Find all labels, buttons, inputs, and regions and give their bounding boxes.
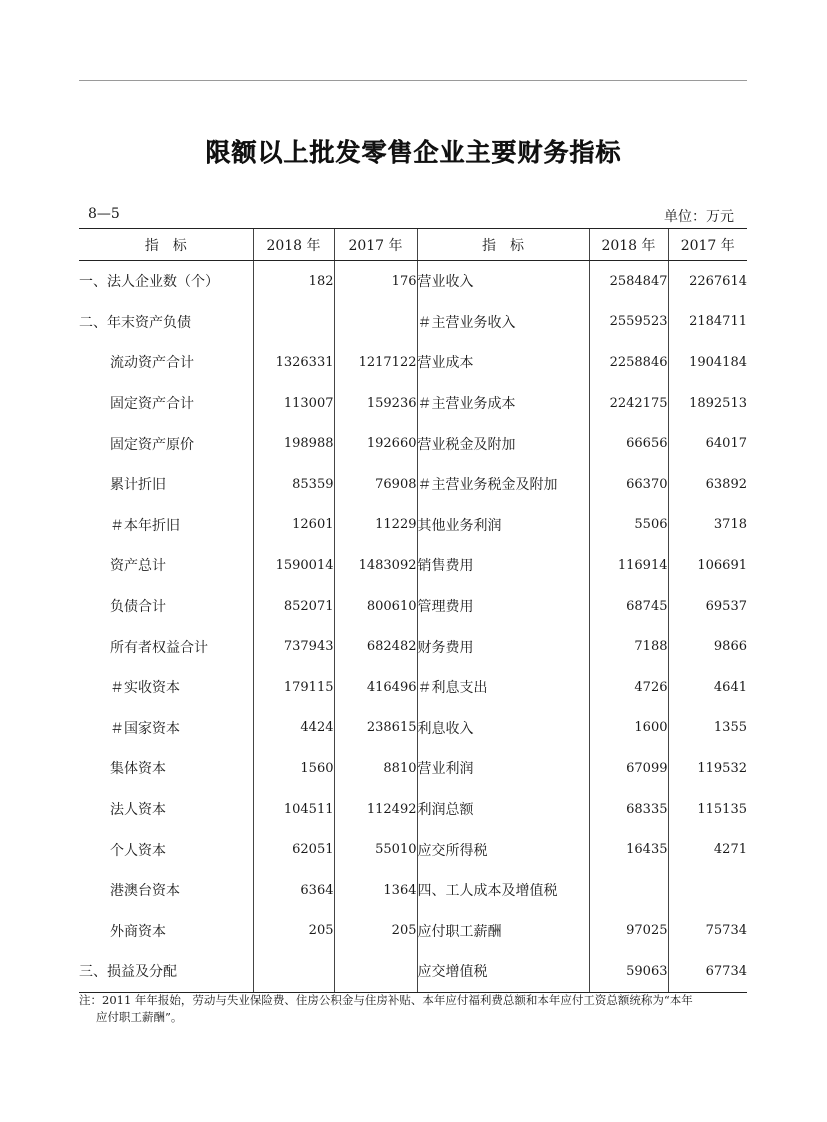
table-header-row bbox=[79, 229, 747, 261]
left-value-2018: 179115 bbox=[253, 667, 334, 708]
right-indicator-label: 四、工人成本及增值税 bbox=[417, 870, 589, 911]
left-value-2017: 55010 bbox=[334, 829, 417, 870]
table-row bbox=[79, 748, 747, 789]
right-value-2017: 4641 bbox=[668, 667, 747, 708]
right-value-2018: 66370 bbox=[589, 464, 668, 505]
left-indicator-label: 法人资本 bbox=[110, 802, 166, 819]
left-value-2017: 76908 bbox=[334, 464, 417, 505]
left-value-2018: 4424 bbox=[253, 708, 334, 749]
financial-indicators-table bbox=[79, 228, 747, 993]
right-value-2017: 2184711 bbox=[668, 302, 747, 343]
left-indicator-label: 一、法人企业数（个） bbox=[79, 274, 219, 291]
right-indicator-label: 利润总额 bbox=[417, 789, 589, 830]
header-2018-right: 2018 年 bbox=[589, 229, 668, 261]
right-value-2018: 68745 bbox=[589, 586, 668, 627]
left-value-2017: 192660 bbox=[334, 423, 417, 464]
right-value-2017: 115135 bbox=[668, 789, 747, 830]
right-value-2017: 1892513 bbox=[668, 383, 747, 424]
left-value-2017: 416496 bbox=[334, 667, 417, 708]
right-indicator-label: ＃利息支出 bbox=[417, 667, 589, 708]
left-indicator-label: 累计折旧 bbox=[110, 477, 166, 494]
right-value-2018: 68335 bbox=[589, 789, 668, 830]
right-value-2017: 119532 bbox=[668, 748, 747, 789]
right-indicator-label: 应付职工薪酬 bbox=[417, 911, 589, 952]
right-indicator-label: ＃主营业务成本 bbox=[417, 383, 589, 424]
right-value-2018: 2584847 bbox=[589, 261, 668, 302]
left-value-2018: 104511 bbox=[253, 789, 334, 830]
table-row bbox=[79, 911, 747, 952]
left-value-2017 bbox=[334, 951, 417, 992]
left-indicator-label: 集体资本 bbox=[110, 761, 166, 778]
right-value-2018: 4726 bbox=[589, 667, 668, 708]
left-value-2017: 205 bbox=[334, 911, 417, 952]
right-indicator-label: 应交所得税 bbox=[417, 829, 589, 870]
right-value-2018: 116914 bbox=[589, 545, 668, 586]
right-value-2018: 97025 bbox=[589, 911, 668, 952]
right-value-2018: 59063 bbox=[589, 951, 668, 992]
left-indicator-label: 外商资本 bbox=[110, 923, 166, 940]
table-code: 8—5 bbox=[88, 206, 120, 222]
left-value-2017: 11229 bbox=[334, 505, 417, 546]
left-value-2018 bbox=[253, 302, 334, 343]
right-value-2017: 2267614 bbox=[668, 261, 747, 302]
table-row bbox=[79, 626, 747, 667]
left-value-2018: 852071 bbox=[253, 586, 334, 627]
right-indicator-label: ＃主营业务收入 bbox=[417, 302, 589, 343]
left-value-2017: 176 bbox=[334, 261, 417, 302]
left-value-2018: 85359 bbox=[253, 464, 334, 505]
left-indicator-label: 个人资本 bbox=[110, 842, 166, 859]
table-row bbox=[79, 708, 747, 749]
right-value-2017: 1904184 bbox=[668, 342, 747, 383]
unit-label: 单位：万元 bbox=[664, 209, 734, 225]
right-value-2018: 67099 bbox=[589, 748, 668, 789]
right-value-2018: 5506 bbox=[589, 505, 668, 546]
right-value-2017: 67734 bbox=[668, 951, 747, 992]
left-indicator-label: 所有者权益合计 bbox=[110, 639, 208, 656]
left-value-2017: 159236 bbox=[334, 383, 417, 424]
right-value-2017: 106691 bbox=[668, 545, 747, 586]
right-value-2017: 75734 bbox=[668, 911, 747, 952]
left-value-2017: 1483092 bbox=[334, 545, 417, 586]
table-row bbox=[79, 789, 747, 830]
left-value-2018: 12601 bbox=[253, 505, 334, 546]
right-value-2017: 64017 bbox=[668, 423, 747, 464]
header-indicator-right: 指 标 bbox=[417, 229, 589, 261]
right-indicator-label: 营业收入 bbox=[417, 261, 589, 302]
left-indicator-label: ＃国家资本 bbox=[110, 720, 180, 737]
left-indicator-label: 资产总计 bbox=[110, 558, 166, 575]
table-row bbox=[79, 261, 747, 302]
left-value-2018: 1326331 bbox=[253, 342, 334, 383]
right-indicator-label: ＃主营业务税金及附加 bbox=[417, 464, 589, 505]
header-2017-left: 2017 年 bbox=[334, 229, 417, 261]
table-row bbox=[79, 829, 747, 870]
table-row bbox=[79, 870, 747, 911]
left-value-2017: 800610 bbox=[334, 586, 417, 627]
right-indicator-label: 其他业务利润 bbox=[417, 505, 589, 546]
left-value-2018: 205 bbox=[253, 911, 334, 952]
right-value-2017: 9866 bbox=[668, 626, 747, 667]
table-row bbox=[79, 342, 747, 383]
header-2018-left: 2018 年 bbox=[253, 229, 334, 261]
right-value-2017 bbox=[668, 870, 747, 911]
table-row bbox=[79, 586, 747, 627]
right-indicator-label: 营业利润 bbox=[417, 748, 589, 789]
left-value-2017: 112492 bbox=[334, 789, 417, 830]
right-value-2017: 4271 bbox=[668, 829, 747, 870]
left-indicator-label: ＃实收资本 bbox=[110, 680, 180, 697]
left-value-2017: 1364 bbox=[334, 870, 417, 911]
right-value-2018: 1600 bbox=[589, 708, 668, 749]
right-value-2018: 66656 bbox=[589, 423, 668, 464]
right-indicator-label: 管理费用 bbox=[417, 586, 589, 627]
left-value-2018: 1590014 bbox=[253, 545, 334, 586]
left-value-2017: 682482 bbox=[334, 626, 417, 667]
left-indicator-label: 二、年末资产负债 bbox=[79, 314, 191, 331]
left-value-2017: 8810 bbox=[334, 748, 417, 789]
table-row bbox=[79, 951, 747, 992]
left-indicator-label: 港澳台资本 bbox=[110, 883, 180, 900]
table-row bbox=[79, 464, 747, 505]
right-value-2018: 2559523 bbox=[589, 302, 668, 343]
right-value-2017: 69537 bbox=[668, 586, 747, 627]
left-indicator-label: 流动资产合计 bbox=[110, 355, 194, 372]
right-indicator-label: 销售费用 bbox=[417, 545, 589, 586]
left-value-2017 bbox=[334, 302, 417, 343]
left-value-2018: 62051 bbox=[253, 829, 334, 870]
left-value-2018: 6364 bbox=[253, 870, 334, 911]
left-indicator-label: 固定资产原价 bbox=[110, 436, 194, 453]
table-row bbox=[79, 505, 747, 546]
top-rule bbox=[79, 80, 747, 81]
table-row bbox=[79, 545, 747, 586]
right-value-2018: 16435 bbox=[589, 829, 668, 870]
left-value-2018: 198988 bbox=[253, 423, 334, 464]
left-value-2018 bbox=[253, 951, 334, 992]
right-value-2017: 3718 bbox=[668, 505, 747, 546]
header-2017-right: 2017 年 bbox=[668, 229, 747, 261]
left-indicator-label: 负债合计 bbox=[110, 599, 166, 616]
table-row bbox=[79, 383, 747, 424]
footnote-line-2: 应付职工薪酬”。 bbox=[96, 1010, 183, 1024]
left-value-2017: 238615 bbox=[334, 708, 417, 749]
left-indicator-label: 三、损益及分配 bbox=[79, 951, 253, 992]
table-row bbox=[79, 667, 747, 708]
table-row bbox=[79, 302, 747, 343]
left-indicator-label: 固定资产合计 bbox=[110, 396, 194, 413]
right-indicator-label: 营业税金及附加 bbox=[417, 423, 589, 464]
table-row bbox=[79, 423, 747, 464]
right-value-2017: 63892 bbox=[668, 464, 747, 505]
left-value-2018: 737943 bbox=[253, 626, 334, 667]
right-indicator-label: 应交增值税 bbox=[417, 951, 589, 992]
header-indicator-left: 指 标 bbox=[79, 229, 253, 261]
left-value-2018: 113007 bbox=[253, 383, 334, 424]
page-title: 限额以上批发零售企业主要财务指标 bbox=[205, 138, 622, 167]
left-indicator-label: ＃本年折旧 bbox=[110, 517, 180, 534]
right-indicator-label: 营业成本 bbox=[417, 342, 589, 383]
left-value-2017: 1217122 bbox=[334, 342, 417, 383]
right-value-2018: 2258846 bbox=[589, 342, 668, 383]
right-indicator-label: 利息收入 bbox=[417, 708, 589, 749]
right-value-2018: 2242175 bbox=[589, 383, 668, 424]
left-value-2018: 182 bbox=[253, 261, 334, 302]
right-value-2017: 1355 bbox=[668, 708, 747, 749]
right-indicator-label: 财务费用 bbox=[417, 626, 589, 667]
left-value-2018: 1560 bbox=[253, 748, 334, 789]
right-value-2018 bbox=[589, 870, 668, 911]
footnote-line-1: 注：2011 年年报始，劳动与失业保险费、住房公积金与住房补贴、本年应付福利费总额和本年应付工资总额统称为“本年 bbox=[79, 993, 693, 1007]
right-value-2018: 7188 bbox=[589, 626, 668, 667]
footnote bbox=[79, 992, 747, 1026]
